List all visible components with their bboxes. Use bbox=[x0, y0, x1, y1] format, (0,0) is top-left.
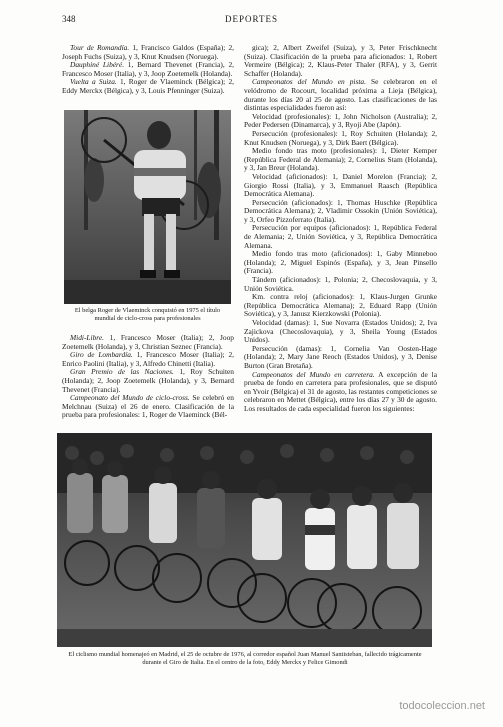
paragraph bbox=[244, 44, 437, 78]
paragraph-lead: Gran Premio de las Naciones. bbox=[70, 367, 174, 377]
paragraph-text: 1, Roy Schuiten (Holanda); 2, Joop Zoetemelk (Holanda), y 3, Bernard Thevenet (Francia). bbox=[62, 367, 234, 394]
right-column bbox=[244, 44, 437, 414]
paragraph bbox=[62, 368, 234, 394]
paragraph-text: Persecución (damas): 1, Cornelia Van Oosten-Hage (Holanda); 2, Mary Jane Reoch (Estados Unidos), y 3, Denise Burton (Gran Bretaña). bbox=[244, 343, 437, 370]
paragraph-text: Se celebró en Melchnau (Suiza) el 26 de enero. Clasificación de la prueba para profesionales: 1, Roger de Vlaeminck (Bél- bbox=[62, 393, 234, 420]
paragraph-lead: Campeonatos del Mundo en carretera. bbox=[252, 369, 375, 379]
paragraph-lead: Vuelta a Suiza. bbox=[70, 77, 117, 87]
paragraph bbox=[62, 334, 234, 351]
paragraph-lead: Dauphiné Libéré. bbox=[70, 60, 125, 70]
paragraph bbox=[244, 276, 437, 293]
left-column-top bbox=[62, 44, 234, 96]
left-column-bottom bbox=[62, 334, 234, 420]
paragraph-text: 1, Francisco Galdos (España); 2, Joseph Fuchs (Suiza), y 3, Knut Knudsen (Noruega). bbox=[62, 43, 234, 61]
paragraph-text: Velocidad (profesionales): 1, John Nicholson (Australia); 2, Peder Pedersen (Dinamarca), y 3, Ryoji Abe (Japón). bbox=[244, 111, 437, 130]
paragraph bbox=[244, 319, 437, 345]
paragraph-text: Medio fondo tras moto (profesionales): 1, Dieter Kemper (República Federal de Alemania); 2, Cornelius Stam (Holanda), y 3, Jan Breur (Holanda). bbox=[244, 146, 437, 173]
paragraph-lead: Midi-Libre. bbox=[70, 333, 105, 342]
paragraph-lead: Tour de Romandía. bbox=[70, 43, 130, 52]
paragraph-text: Se celebraron en el velódromo de Rocourt, localidad próxima a Lieja (Bélgica), durante los días 20 al 25 de agosto. Las clasificaciones de las distintas especialidades fueron así: bbox=[244, 77, 437, 113]
paragraph bbox=[244, 113, 437, 130]
watermark-text: todocoleccion.net bbox=[399, 700, 485, 712]
paragraph-text: 1, Roger de Vlaeminck (Bélgica); 2, Eddy Merckx (Bélgica), y 3, Louis Pfenninger (Suiza). bbox=[62, 77, 234, 95]
paragraph-text: Persecución (profesionales): 1, Roy Schuiten (Holanda); 2, Knut Knudsen (Noruega), y 3, Dirk Baert (Bélgica). bbox=[244, 128, 437, 147]
paragraph bbox=[62, 44, 234, 61]
section-header: DEPORTES bbox=[225, 14, 278, 24]
paragraph-text: Persecución (aficionados): 1, Thomas Huschke (República Democrática Alemana); 2, Vladimir Ossokin (Unión Soviética), y 3, Orfeo Pizzoferrato (Italia). bbox=[244, 197, 437, 224]
paragraph bbox=[244, 173, 437, 199]
paragraph-text: Tándem (aficionados): 1, Polonia; 2, Checoslovaquia, y 3, Unión Soviética. bbox=[244, 275, 437, 293]
paragraph-text: 1, Francesco Moser (Italia); 2, Joop Zoetemelk (Holanda), y 3, Christian Seznec (Francia). bbox=[62, 333, 234, 351]
paragraph-text: Velocidad (damas): 1, Sue Novarra (Estados Unidos); 2, Iva Zajickova (Checoslovaquia), y 3, Sheila Young (Estados Unidos). bbox=[244, 318, 437, 345]
photo-cyclocross bbox=[64, 110, 231, 304]
paragraph bbox=[62, 78, 234, 95]
paragraph bbox=[244, 224, 437, 250]
paragraph-lead: Giro de Lombardía. bbox=[70, 350, 133, 360]
paragraph bbox=[244, 345, 437, 371]
paragraph bbox=[244, 130, 437, 147]
paragraph bbox=[244, 78, 437, 112]
paragraph-text: A excepción de la prueba de fondo en carretera para profesionales, que se disputó en Yvoir (Bélgica) el 31 de agosto, las restantes competiciones se celebraron en Mettet (Bélgica), entre los días 27 y 30 de agosto. Los resultados de cada especialidad fueron los siguientes: bbox=[244, 369, 437, 413]
paragraph bbox=[244, 250, 437, 276]
paragraph-lead: Campeonato del Mundo de ciclo-cross. bbox=[70, 393, 190, 403]
paragraph-text: 1, Bernard Thevenet (Francia), 2, Francesco Moser (Italia), y 3, Joop Zoetemelk (Holanda). bbox=[62, 60, 234, 78]
paragraph-text: 1, Francesco Moser (Italia); 2, Enrico Paolini (Italia), y 3, Alfredo Chinetti (Italia). bbox=[62, 350, 234, 368]
photo-caption-cyclists: El ciclismo mundial homenajeó en Madrid, el 25 de octubre de 1976, al corredor español Juan Manuel Santisteban, fallecido trágicamente durante el Giro de Italia. En el centro de la foto, Eddy Merckx y Felice Gimondi bbox=[68, 651, 422, 666]
paragraph bbox=[244, 293, 437, 319]
photo-cyclists-madrid bbox=[57, 433, 432, 647]
paragraph-text: Velocidad (aficionados): 1, Daniel Morelon (Francia); 2, Giorgio Rossi (Italia), y 3, Emmanuel Raasch (República Democrática Alemana). bbox=[244, 171, 437, 199]
paragraph-text: Km. contra reloj (aficionados): 1, Klaus-Jurgen Grunke (República Democrática Alemana); 2, Eduard Rapp (Unión Soviética), y 3, Janusz Kierzkowski (Polonia). bbox=[244, 292, 437, 319]
photo-caption-cyclocross: El belga Roger de Vlaeminck conquistó en 1975 el título mundial de ciclo-cross para profesionales bbox=[74, 307, 221, 322]
paragraph-text: gica); 2, Albert Zweifel (Suiza), y 3, Peter Frischknecht (Suiza). Clasificación de la prueba para aficionados: 1, Robert Vermeire (Bélgica); 2, Klaus-Peter Thaler (RFA), y 3, Gerrit Schaffer (Holanda). bbox=[244, 43, 437, 78]
paragraph-text: Persecución por equipos (aficionados): 1, República Federal de Alemania; 2, Unión Soviética, y 3, República Democrática Alemana. bbox=[244, 223, 437, 250]
paragraph bbox=[62, 394, 234, 420]
paragraph bbox=[244, 371, 437, 414]
paragraph bbox=[62, 61, 234, 78]
page-number: 348 bbox=[62, 14, 76, 24]
paragraph-text: Medio fondo tras moto (aficionados): 1, Gaby Minneboo (Holanda); 2, Miguel Espinós (España), y 3, Jean Pinsello (Francia). bbox=[244, 249, 437, 276]
paragraph-lead: Campeonatos del Mundo en pista. bbox=[252, 77, 366, 87]
paragraph bbox=[62, 351, 234, 368]
paragraph bbox=[244, 147, 437, 173]
paragraph bbox=[244, 199, 437, 225]
